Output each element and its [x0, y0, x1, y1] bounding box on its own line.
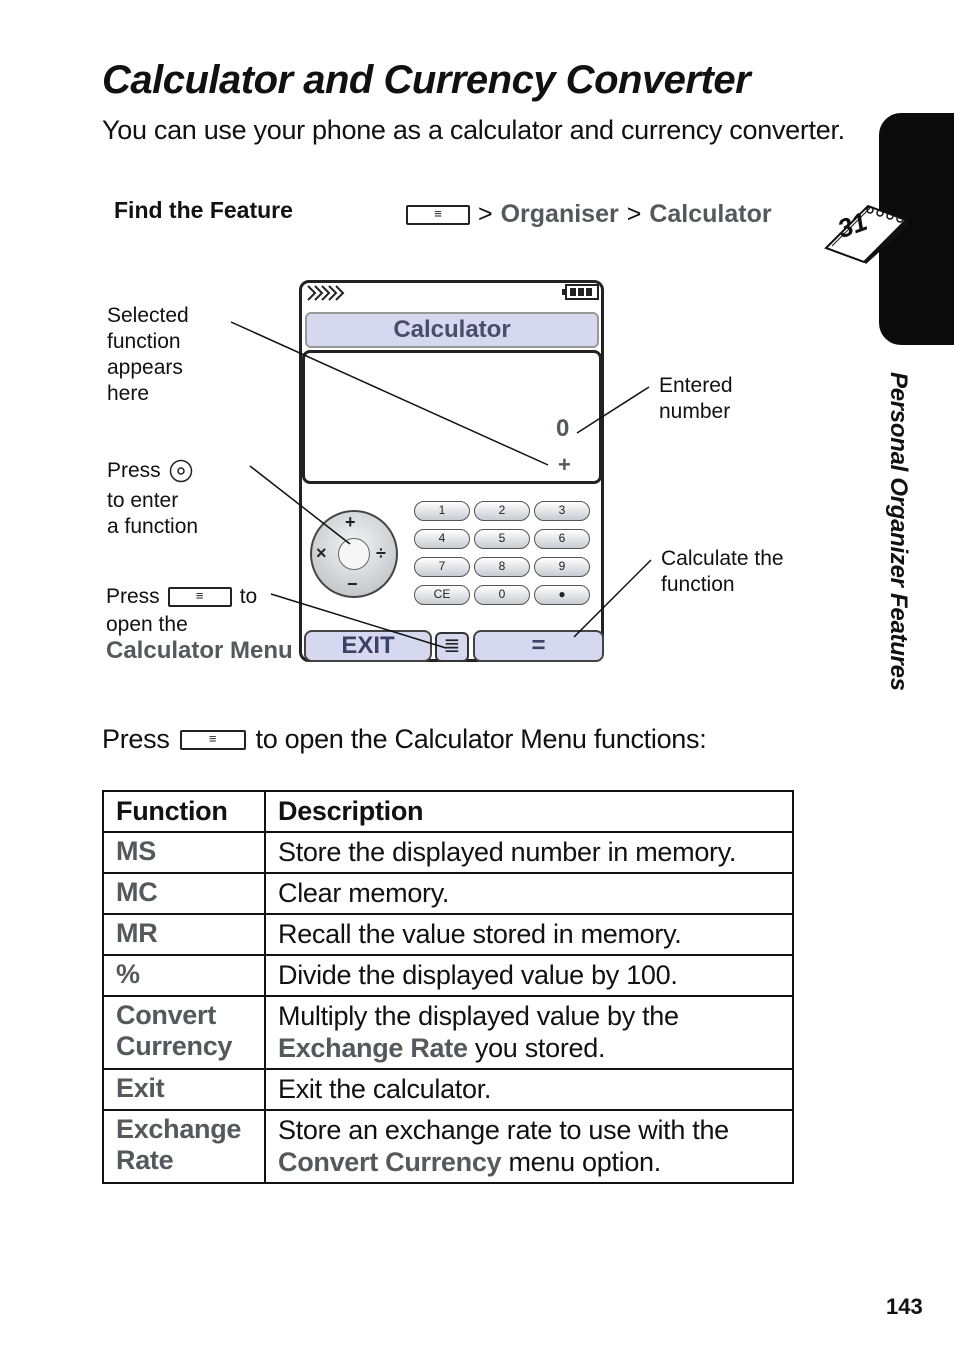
function-name: Exit [103, 1069, 265, 1110]
instruction-text: to open the Calculator Menu functions: [255, 724, 707, 754]
description-text: you stored. [474, 1033, 606, 1063]
calculator-menu-table [102, 790, 794, 1184]
plus-icon: + [345, 512, 356, 532]
entered-number-value: 0 [556, 415, 570, 442]
path-separator: > [626, 200, 642, 228]
callout-line: function [661, 573, 735, 596]
description-term: Convert Currency [278, 1147, 502, 1177]
function-description: Store the displayed number in memory. [265, 832, 793, 873]
key-7[interactable]: 7 [414, 557, 470, 577]
function-description: Recall the value stored in memory. [265, 914, 793, 955]
table-row [103, 996, 793, 1069]
callout-line: Press [106, 585, 160, 608]
callout-line: Calculator Menu [106, 637, 293, 664]
instruction-text: Press [102, 724, 170, 754]
key-6[interactable]: 6 [534, 529, 590, 549]
key-4[interactable]: 4 [414, 529, 470, 549]
menu-key-icon [180, 730, 246, 750]
callout-line: Entered [659, 374, 733, 397]
column-header-function: Function [103, 791, 265, 832]
function-description: Exit the calculator. [265, 1069, 793, 1110]
column-header-description: Description [265, 791, 793, 832]
path-organiser: Organiser [500, 200, 619, 228]
table-row [103, 955, 793, 996]
find-feature-label: Find the Feature [114, 197, 293, 223]
function-name: Exchange Rate [103, 1110, 265, 1183]
description-text: Store an exchange rate to use with the [278, 1115, 729, 1145]
calendar-number: 31 [833, 205, 872, 245]
description-text: Multiply the displayed value by the [278, 1001, 679, 1031]
function-name: MR [103, 914, 265, 955]
table-row [103, 873, 793, 914]
key-5[interactable]: 5 [474, 529, 530, 549]
menu-key-icon[interactable]: ≣ [435, 632, 469, 662]
press-menu-instruction [102, 724, 706, 755]
exit-softkey[interactable]: EXIT [304, 630, 432, 662]
callout-line: to enter [107, 489, 179, 512]
function-description: Divide the displayed value by 100. [265, 955, 793, 996]
key-decimal-point[interactable]: ● [534, 585, 590, 605]
key-1[interactable]: 1 [414, 501, 470, 521]
path-separator: > [478, 200, 493, 228]
callout-line: Selected [107, 304, 189, 327]
page-title: Calculator and Currency Converter [102, 58, 751, 102]
table-row [103, 1110, 793, 1183]
equals-softkey[interactable]: = [473, 630, 604, 662]
key-9[interactable]: 9 [534, 557, 590, 577]
callout-line: here [107, 382, 150, 405]
key-2[interactable]: 2 [474, 501, 530, 521]
function-name: % [103, 955, 265, 996]
divide-icon: ÷ [376, 543, 386, 563]
table-row [103, 914, 793, 955]
function-name: Convert Currency [103, 996, 265, 1069]
callout-line: appears [107, 356, 183, 379]
function-name: MC [103, 873, 265, 914]
key-3[interactable]: 3 [534, 501, 590, 521]
function-description [265, 996, 793, 1069]
section-title-vertical: Personal Organizer Features [885, 372, 912, 691]
callout-line: number [659, 400, 731, 423]
table-row [103, 832, 793, 873]
callout-line: open the [106, 613, 188, 636]
intro-text: You can use your phone as a calculator and currency converter. [102, 115, 845, 145]
callout-line: a function [107, 515, 199, 538]
minus-icon: − [347, 574, 358, 594]
path-calculator: Calculator [649, 200, 772, 228]
phone-header-calculator: Calculator [305, 312, 599, 348]
table-row [103, 1069, 793, 1110]
page-number: 143 [886, 1294, 923, 1319]
table-header-row [103, 791, 793, 832]
function-description: Clear memory. [265, 873, 793, 914]
key-clear-entry[interactable]: CE [414, 585, 470, 605]
callout-line: Calculate the [661, 547, 784, 570]
function-name: MS [103, 832, 265, 873]
key-0[interactable]: 0 [474, 585, 530, 605]
selected-function-symbol: + [558, 452, 571, 477]
callout-line: to [239, 585, 258, 608]
multiply-icon: × [316, 543, 327, 563]
key-8[interactable]: 8 [474, 557, 530, 577]
description-text: menu option. [508, 1147, 661, 1177]
callout-line: function [107, 330, 181, 353]
callout-line: Press [107, 459, 161, 482]
description-term: Exchange Rate [278, 1033, 468, 1063]
function-description [265, 1110, 793, 1183]
